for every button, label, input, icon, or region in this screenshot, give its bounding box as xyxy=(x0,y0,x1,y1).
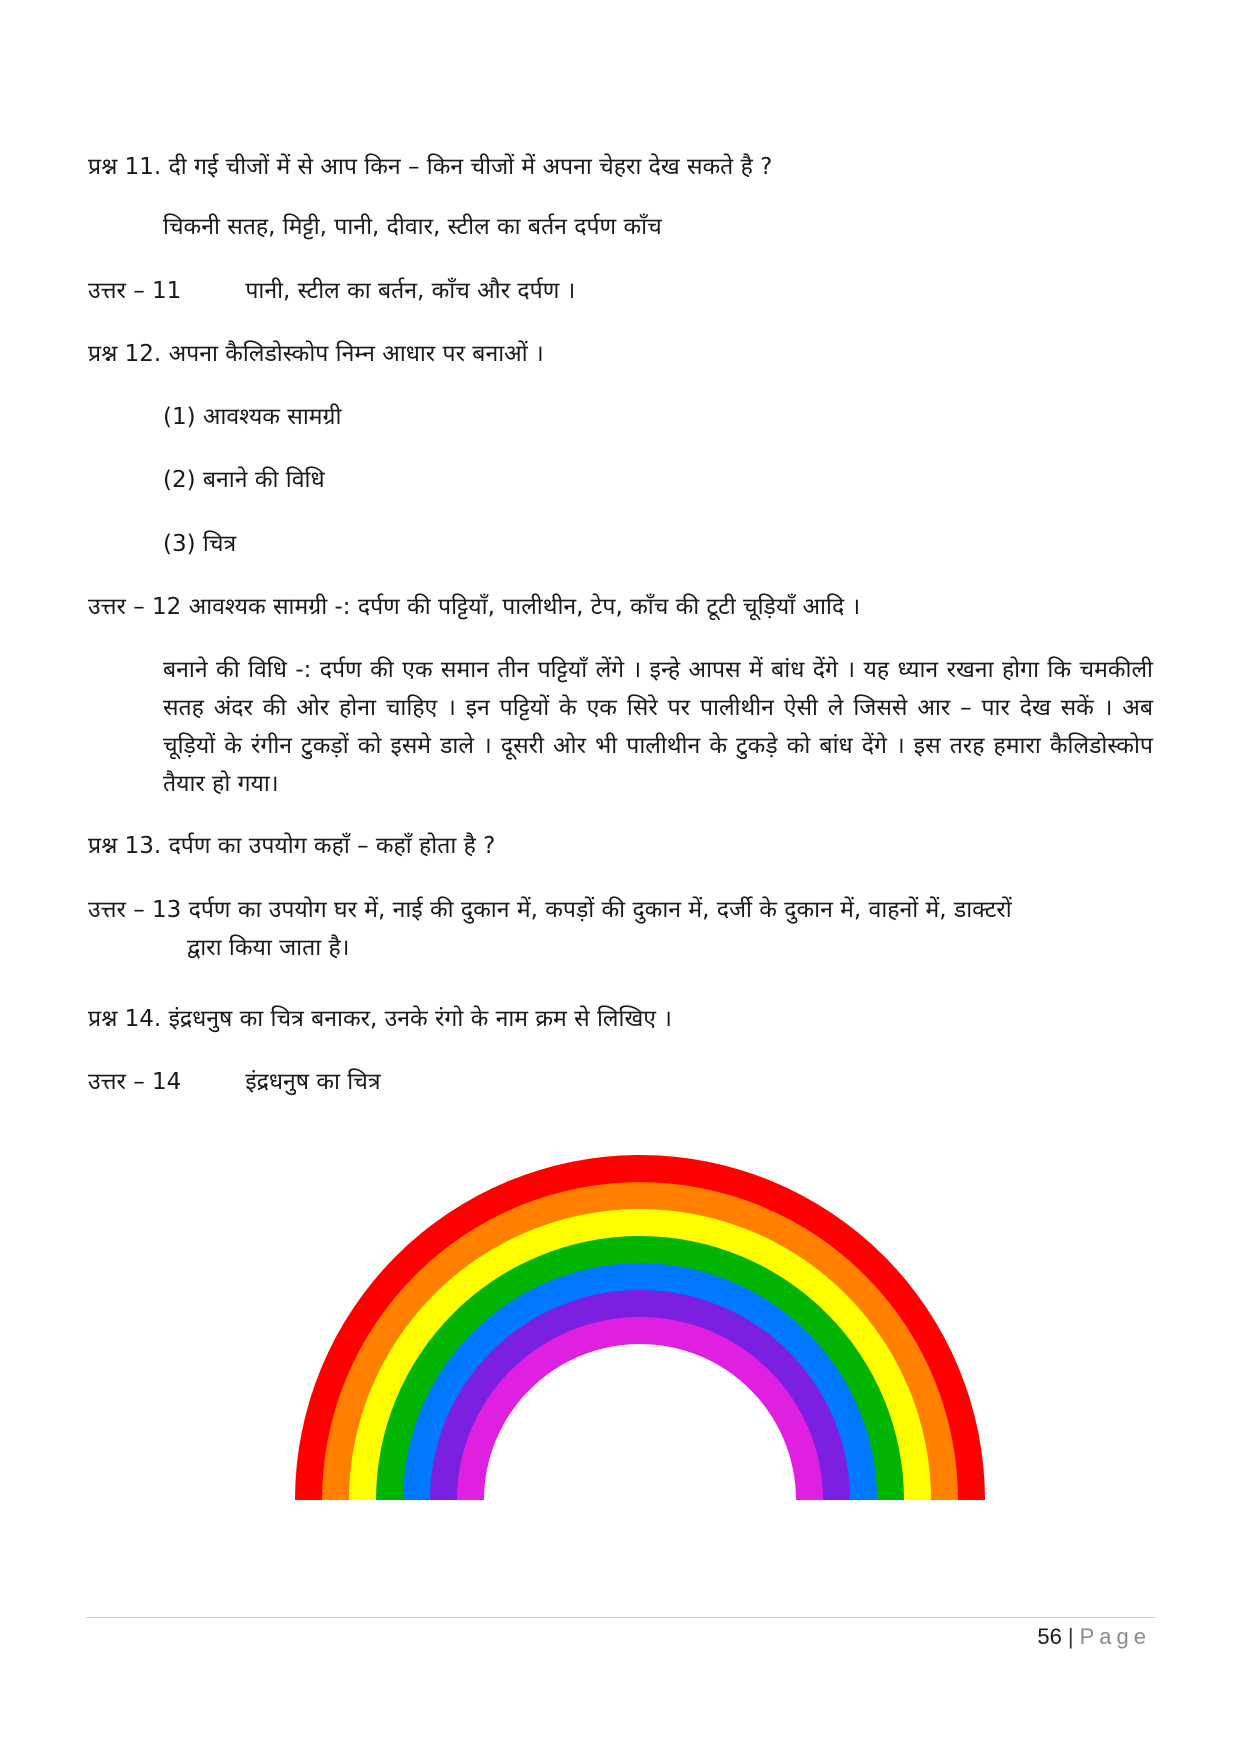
question-12-item-3: (3) चित्र xyxy=(163,531,237,557)
answer-label: उत्तर – 14 xyxy=(88,1069,182,1095)
page-word: Page xyxy=(1079,1624,1151,1649)
question-label: प्रश्न 12. xyxy=(88,341,162,367)
question-label: प्रश्न 13. xyxy=(88,833,162,859)
answer-label: उत्तर – 12 xyxy=(88,594,182,620)
question-label: प्रश्न 11. xyxy=(88,154,162,180)
answer-13 xyxy=(88,891,1153,967)
question-label: प्रश्न 14. xyxy=(88,1006,162,1032)
answer-text-line-1: दर्पण का उपयोग घर में, नाई की दुकान में, कपड़ों की दुकान में, दर्जी के दुकान में, वाहनों में, डाक्टरों xyxy=(188,897,1012,923)
question-text: दर्पण का उपयोग कहाँ – कहाँ होता है ? xyxy=(168,833,496,859)
question-11 xyxy=(88,150,772,184)
question-12-item-2: (2) बनाने की विधि xyxy=(163,467,325,493)
question-13 xyxy=(88,829,495,863)
question-11-options: चिकनी सतह, मिट्टी, पानी, दीवार, स्टील का बर्तन दर्पण काँच xyxy=(163,214,662,240)
footer-separator: | xyxy=(1067,1624,1074,1649)
answer-11 xyxy=(88,274,575,308)
answer-12-method: बनाने की विधि -: दर्पण की एक समान तीन पट्टियाँ लेंगे । इन्हे आपस में बांध देंगे । यह ध्यान रखना होगा कि चमकीली सतह अंदर की ओर होना चाहिए । इन पट्टियों के एक सिरे पर पालीथीन ऐसी ले जिससे आर – पार देख सकें । अब चूड़ियों के रंगीन टुकड़ों को इसमे डाले । दूसरी ओर भी पालीथीन के टुकड़े को बांध देंगे । इस तरह हमारा कैलिडोस्कोप तैयार हो गया। xyxy=(163,657,1153,797)
answer-text: इंद्रधनुष का चित्र xyxy=(245,1069,381,1095)
question-14 xyxy=(88,1002,672,1036)
question-text: अपना कैलिडोस्कोप निम्न आधार पर बनाओं । xyxy=(168,341,544,367)
footer-divider xyxy=(86,1617,1156,1618)
answer-14 xyxy=(88,1065,381,1099)
page-number: 56 xyxy=(1037,1624,1062,1649)
question-text: दी गई चीजों में से आप किन – किन चीजों में अपना चेहरा देख सकते है ? xyxy=(168,154,773,180)
answer-label: उत्तर – 13 xyxy=(88,897,182,923)
answer-12 xyxy=(88,590,860,624)
question-text: इंद्रधनुष का चित्र बनाकर, उनके रंगो के नाम क्रम से लिखिए । xyxy=(168,1006,673,1032)
rainbow-illustration xyxy=(290,1150,990,1510)
page-footer xyxy=(1037,1620,1151,1654)
question-12 xyxy=(88,337,544,371)
answer-label: उत्तर – 11 xyxy=(88,278,182,304)
answer-text-line-2: द्वारा किया जाता है। xyxy=(187,935,350,961)
question-12-item-1: (1) आवश्यक सामग्री xyxy=(163,404,342,430)
answer-materials: आवश्यक सामग्री -: दर्पण की पट्टियाँ, पालीथीन, टेप, काँच की टूटी चूड़ियाँ आदि । xyxy=(188,594,861,620)
answer-text: पानी, स्टील का बर्तन, काँच और दर्पण । xyxy=(245,278,576,304)
